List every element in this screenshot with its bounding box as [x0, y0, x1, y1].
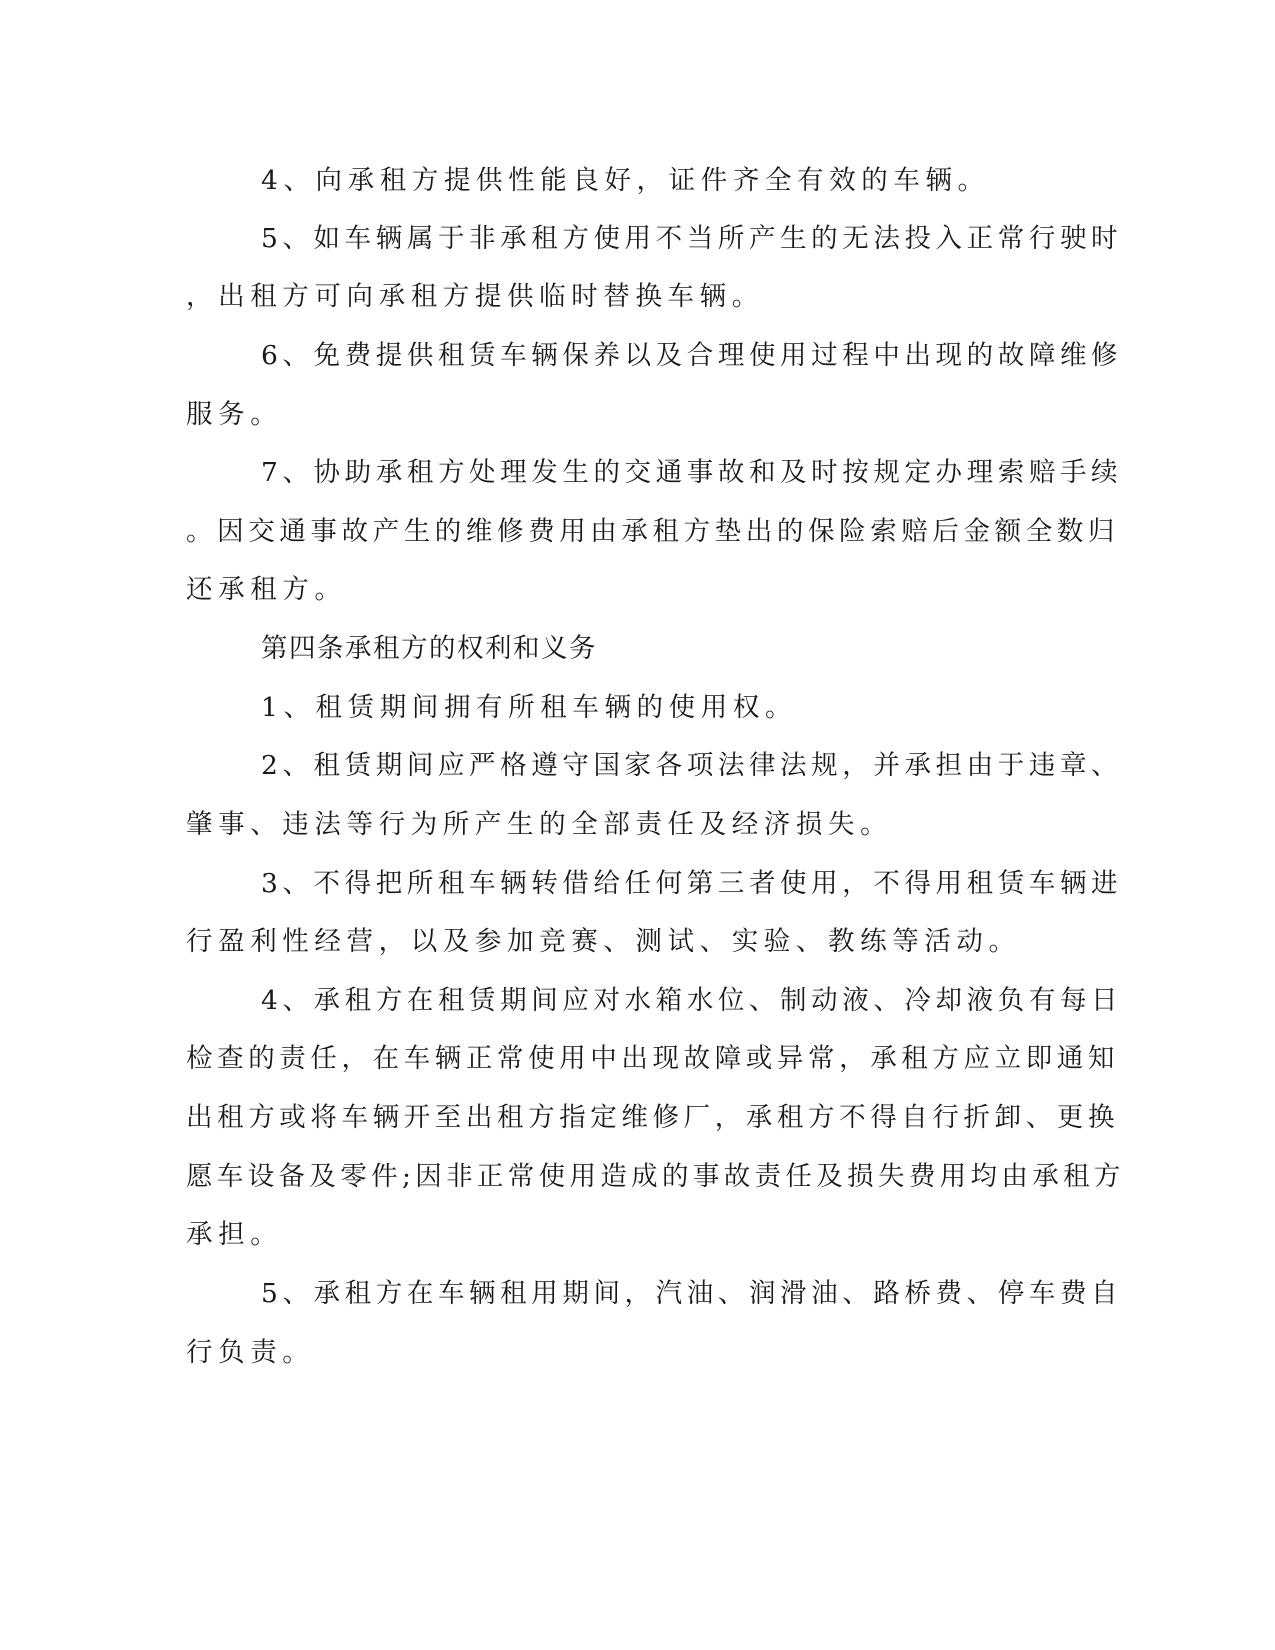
paragraph-line: 肇事、违法等行为所产生的全部责任及经济损失。	[186, 809, 893, 840]
paragraph-line: 2、租赁期间应严格遵守国家各项法律法规，并承担由于违章、	[261, 750, 1123, 781]
paragraph-line: 行盈利性经营，以及参加竞赛、测试、实验、教练等活动。	[186, 926, 1021, 957]
paragraph-line: 出租方或将车辆开至出租方指定维修厂，承租方不得自行折卸、更换	[186, 1102, 1119, 1133]
paragraph-line: 检查的责任，在车辆正常使用中出现故障或异常，承租方应立即通知	[186, 1043, 1119, 1074]
paragraph-line: 6、免费提供租赁车辆保养以及合理使用过程中出现的故障维修	[261, 340, 1123, 371]
section-heading: 第四条承租方的权利和义务	[261, 633, 597, 664]
paragraph-line: 行负责。	[186, 1337, 315, 1368]
paragraph-line: 承担。	[186, 1219, 283, 1250]
paragraph-line: 4、承租方在租赁期间应对水箱水位、制动液、冷却液负有每日	[261, 985, 1123, 1016]
paragraph-line: 还承租方。	[186, 574, 347, 605]
paragraph-line: 5、如车辆属于非承租方使用不当所产生的无法投入正常行驶时	[261, 223, 1123, 254]
paragraph-line: 5、承租方在车辆租用期间，汽油、润滑油、路桥费、停车费自	[261, 1278, 1123, 1309]
paragraph-line: 愿车设备及零件;因非正常使用造成的事故责任及损失费用均由承租方	[186, 1161, 1125, 1192]
paragraph-line: ，出租方可向承租方提供临时替换车辆。	[186, 281, 764, 312]
paragraph-line: 1、租赁期间拥有所租车辆的使用权。	[261, 692, 798, 723]
paragraph-line: 服务。	[186, 399, 283, 430]
paragraph-line: 。因交通事故产生的维修费用由承租方垫出的保险索赔后金额全数归	[186, 516, 1119, 547]
paragraph-line: 3、不得把所租车辆转借给任何第三者使用，不得用租赁车辆进	[261, 868, 1123, 899]
paragraph-line: 4、向承租方提供性能良好，证件齐全有效的车辆。	[261, 165, 990, 196]
paragraph-line: 7、协助承租方处理发生的交通事故和及时按规定办理索赔手续	[261, 457, 1123, 488]
